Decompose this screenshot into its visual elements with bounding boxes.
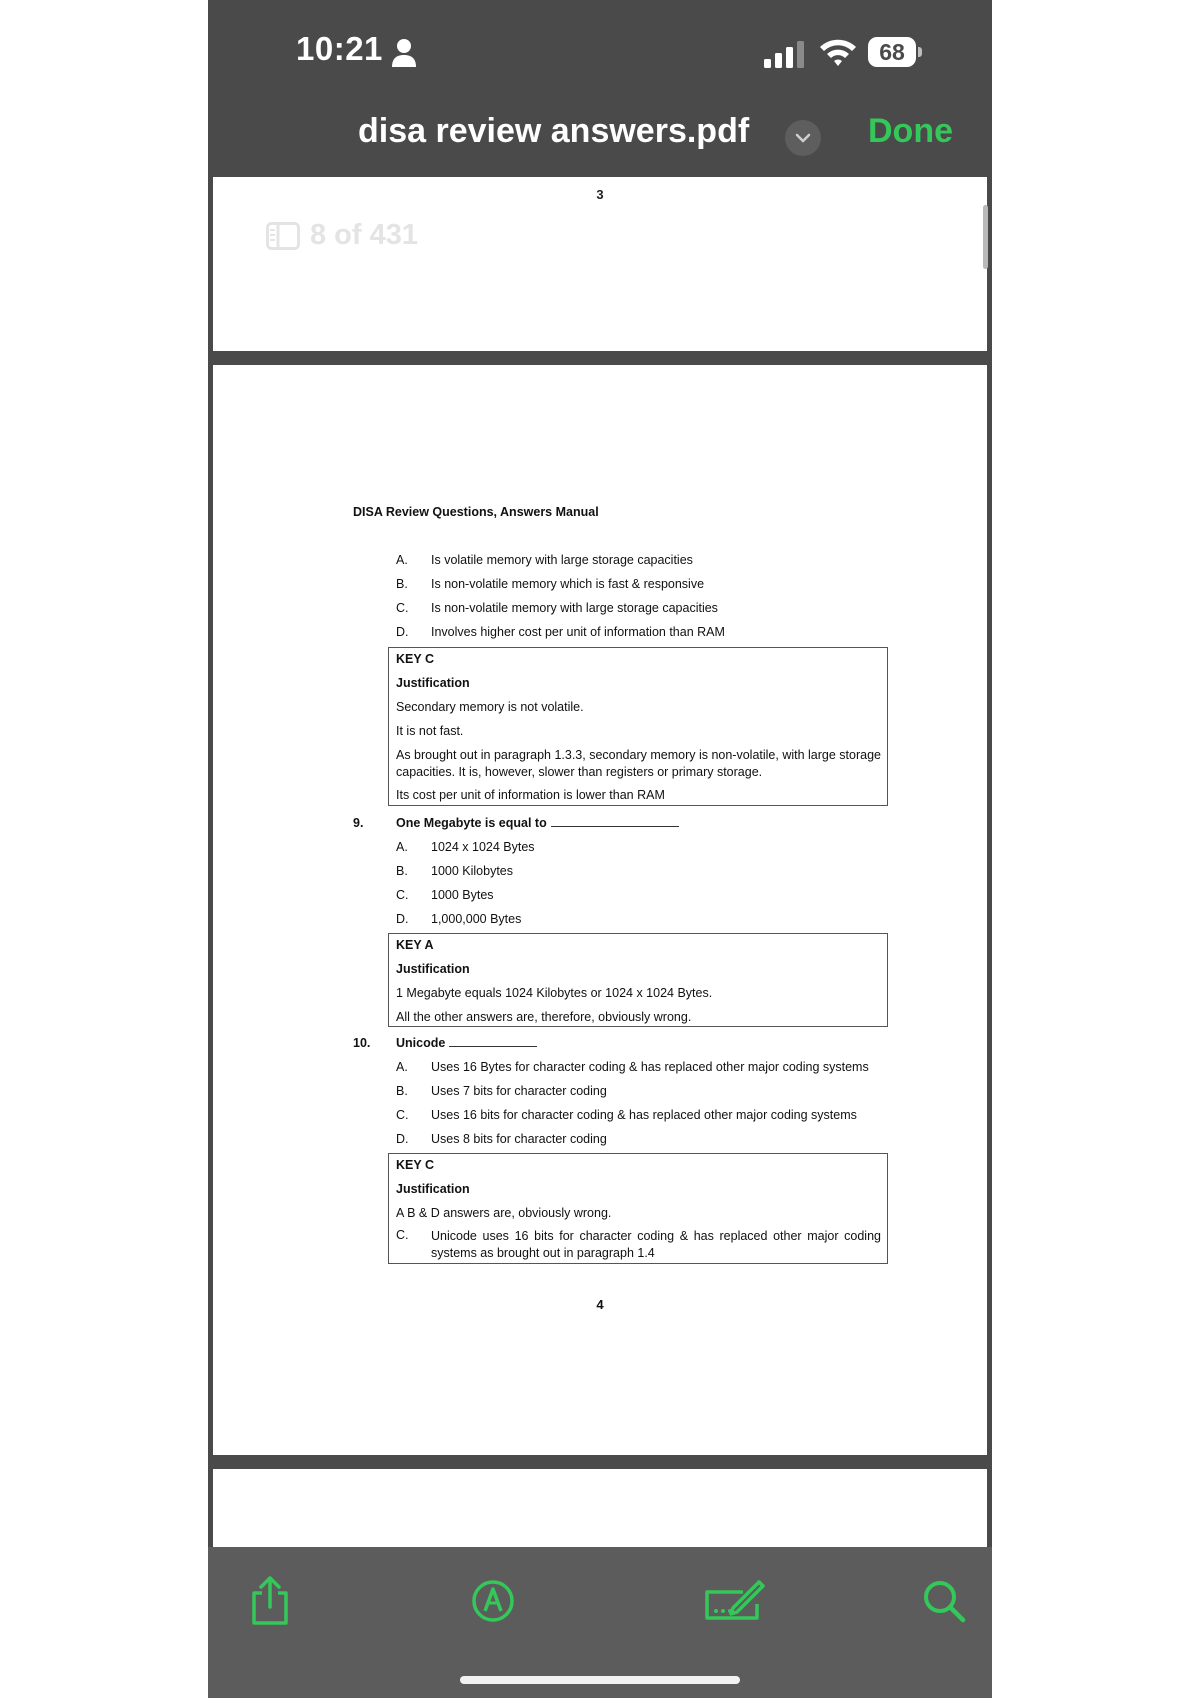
justification-line: A B & D answers are, obviously wrong. bbox=[396, 1206, 612, 1220]
justification-label: Justification bbox=[396, 1182, 470, 1196]
q8-answer-box bbox=[388, 647, 888, 806]
answer-key: KEY A bbox=[396, 938, 434, 952]
bottom-toolbar bbox=[208, 1547, 992, 1698]
signature-button[interactable] bbox=[695, 1571, 775, 1631]
thumbnail-sidebar-icon bbox=[266, 222, 300, 250]
battery-icon bbox=[868, 37, 922, 69]
justification-line: Unicode uses 16 bits for character coding & has replaced other major coding systems as brought out in paragraph 1.4 bbox=[431, 1229, 881, 1260]
title-menu-button[interactable] bbox=[785, 120, 821, 156]
search-button[interactable] bbox=[914, 1571, 974, 1631]
share-button[interactable] bbox=[240, 1571, 300, 1631]
markup-icon bbox=[470, 1578, 516, 1624]
document-title[interactable]: disa review answers.pdf bbox=[358, 112, 750, 150]
justification-line: As brought out in paragraph 1.3.3, secondary memory is non-volatile, with large storage capacities. It is, however, slower than registers or primary storage. bbox=[396, 748, 881, 779]
justification-line: It is not fast. bbox=[396, 724, 464, 738]
justification-letter: C. bbox=[396, 1228, 409, 1242]
q10-answer-box bbox=[388, 1153, 888, 1264]
justification-line: All the other answers are, therefore, obviously wrong. bbox=[396, 1010, 692, 1024]
justification-line: Its cost per unit of information is lower than RAM bbox=[396, 788, 665, 802]
home-indicator[interactable] bbox=[460, 1676, 740, 1684]
q9-answer-box bbox=[388, 933, 888, 1027]
search-icon bbox=[921, 1578, 967, 1624]
page-content: DISA Review Questions, Answers Manual A. Is volatile memory with large storage capacities B. Is non-volatile memory which is fast & responsive C. Is non-volatile memory with large storage capacities D. Involves higher cost per unit of information than RAM KEY C Justification Secondary memory is not volatile. It is not fast. As brought out in paragraph 1.3.3, secondary memory is non-volatile, with large storage capacities. It is, however, slower than registers or primary storage. Its cost per unit of information is lower than RAM 9. One Megabyte is equal to A. 1024 x 1024 Bytes B. 1000 Kilobytes C. 1000 Bytes D. 1,000,000 Bytes KEY A Justification 1 Megabyte equals 1024 Kilobytes or 1024 x 1024 Bytes. All the other answers are, therefore, obviously wrong. 10. Unicode A. Uses 16 Bytes for character coding & has replaced other major coding systems B. Uses 7 bits for character coding C. Uses 16 bits for character coding & has replaced other major coding systems D. Uses 8 bits for character coding KEY C Justification A B & D answers are, obviously wrong. C. Unicode uses 16 bits for character coding & has replaced other major coding systems as brought out in paragraph 1.4 4 bbox=[213, 365, 987, 1455]
pdf-page-3[interactable] bbox=[213, 177, 987, 351]
share-icon bbox=[248, 1575, 292, 1627]
wifi-icon bbox=[818, 36, 858, 68]
justification-label: Justification bbox=[396, 962, 470, 976]
pdf-page-4[interactable] bbox=[213, 365, 987, 1455]
justification-label: Justification bbox=[396, 676, 470, 690]
battery-tip bbox=[918, 47, 922, 57]
page-number: 4 bbox=[596, 1297, 604, 1312]
answer-key: KEY C bbox=[396, 1158, 434, 1172]
justification-line: 1 Megabyte equals 1024 Kilobytes or 1024 x 1024 Bytes. bbox=[396, 986, 713, 1000]
done-button[interactable]: Done bbox=[868, 112, 953, 150]
battery-level: 68 bbox=[868, 37, 916, 67]
pdf-page-5[interactable] bbox=[213, 1469, 987, 1549]
markup-button[interactable] bbox=[463, 1571, 523, 1631]
justification-line: Secondary memory is not volatile. bbox=[396, 700, 584, 714]
signature-icon bbox=[703, 1578, 767, 1624]
answer-key: KEY C bbox=[396, 652, 434, 666]
document-header: DISA Review Questions, Answers Manual bbox=[353, 505, 599, 519]
page-counter-text: 8 of 431 bbox=[310, 219, 418, 251]
page-number: 3 bbox=[596, 187, 604, 202]
cellular-signal-icon bbox=[764, 40, 810, 68]
phone-screen bbox=[208, 0, 992, 1698]
person-icon bbox=[391, 38, 417, 68]
status-bar bbox=[208, 0, 992, 100]
page-counter[interactable] bbox=[266, 219, 418, 252]
status-time: 10:21 bbox=[296, 30, 383, 67]
chevron-down-icon bbox=[794, 129, 812, 147]
scrollbar-thumb[interactable] bbox=[983, 205, 988, 269]
